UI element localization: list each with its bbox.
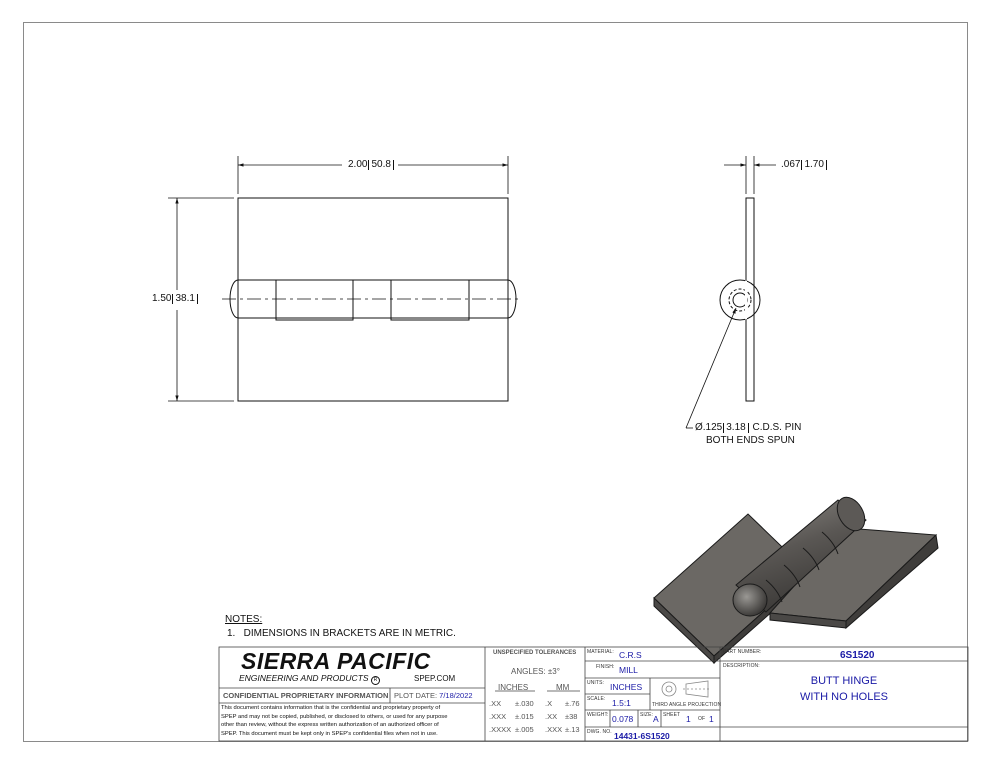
- scale-value: 1.5:1: [612, 698, 631, 708]
- front-view: [222, 198, 522, 401]
- material-label: MATERIAL:: [587, 649, 614, 655]
- registered-icon: R: [371, 676, 380, 685]
- weight-label: WEIGHT:: [587, 712, 609, 718]
- confidential-label: CONFIDENTIAL PROPRIETARY INFORMATION: [223, 691, 389, 700]
- website: SPEP.COM: [414, 674, 456, 683]
- scale-label: SCALE:: [587, 696, 606, 702]
- height-dim-text: 1.50 38.1: [152, 293, 199, 304]
- tolerance-mm: .X ±.76 .XX ±38 .XXX ±.13: [545, 699, 580, 734]
- inches-header: INCHES: [498, 683, 529, 692]
- dwg-label: DWG. NO.: [587, 729, 612, 735]
- pin-callout-line1: Ø.125 3.18 C.D.S. PIN: [695, 422, 802, 433]
- mm-header: MM: [556, 683, 570, 692]
- part-number-label: PART NUMBER:: [723, 649, 762, 655]
- units-label: UNITS:: [587, 680, 604, 686]
- dwg-number: 14431-6S1520: [614, 731, 670, 741]
- weight-value: 0.078: [612, 714, 634, 724]
- sheet-value: 1: [686, 714, 691, 724]
- sheet-total-value: 1: [709, 714, 714, 724]
- projection-label: THIRD ANGLE PROJECTION: [652, 702, 722, 708]
- side-view: [720, 198, 760, 401]
- confidential-text: This document contains information that is the confidential and proprietary property of SPEP and may not be copied, published, or disclosed to others, or used for any purpose other than review, without the express written authorization of an authorized officer of SPEP. This document must be kept only in SPEP's confidential files when not in use.: [221, 705, 448, 737]
- width-dim-text: 2.00 50.8: [348, 159, 395, 170]
- pin-callout-line2: BOTH ENDS SPUN: [706, 435, 795, 446]
- projection-symbol: [662, 681, 711, 697]
- plot-date: PLOT DATE: 7/18/2022: [394, 691, 473, 700]
- size-value: A: [653, 714, 659, 724]
- notes-heading: NOTES:: [225, 614, 263, 625]
- sheet-label: SHEET: [663, 712, 681, 718]
- description-label: DESCRIPTION:: [723, 663, 760, 669]
- description-line2: WITH NO HOLES: [799, 691, 888, 703]
- note-item: 1. DIMENSIONS IN BRACKETS ARE IN METRIC.: [227, 628, 456, 639]
- tolerance-inches: .XX ±.030 .XXX ±.015 .XXXX ±.005: [489, 699, 534, 734]
- angles-tolerance: ANGLES: ±3°: [511, 667, 560, 676]
- description-line1: BUTT HINGE: [810, 675, 878, 687]
- thickness-dim-text: .067 1.70: [781, 159, 828, 170]
- tolerances-label: UNSPECIFIED TOLERANCES: [493, 650, 577, 656]
- part-number-value: 6S1520: [840, 650, 875, 661]
- material-value: C.R.S: [619, 650, 642, 660]
- company-name: SIERRA PACIFIC: [241, 648, 431, 674]
- thickness-dimension: [724, 156, 776, 194]
- size-label: SIZE:: [640, 712, 654, 718]
- of-label: OF: [698, 716, 706, 722]
- finish-value: MILL: [619, 665, 638, 675]
- pin-leader: [686, 308, 736, 428]
- company-subtitle: ENGINEERING AND PRODUCTS R: [239, 673, 380, 685]
- finish-label: FINISH:: [596, 664, 615, 670]
- isometric-view: [654, 492, 938, 663]
- units-value: INCHES: [610, 682, 643, 692]
